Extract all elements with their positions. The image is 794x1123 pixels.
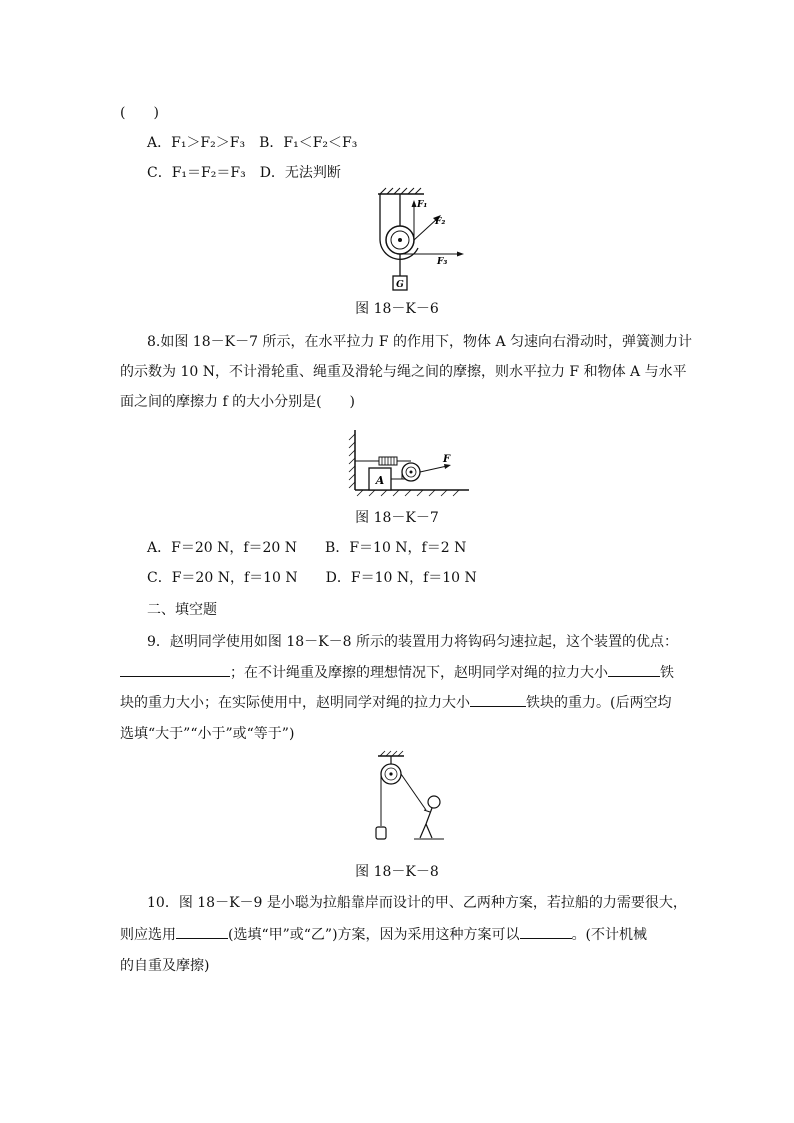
q10-line-3: 的自重及摩擦) xyxy=(120,958,210,974)
section-title-fill-blank: 二、填空题 xyxy=(147,602,217,618)
figure-18-k-6 xyxy=(360,190,470,295)
figure-18-k-7 xyxy=(345,428,475,498)
q10-line-2-text: 则应选用 xyxy=(120,927,176,943)
q9-line-2-tail: 铁 xyxy=(660,665,674,681)
label-f1: F₁ xyxy=(417,200,428,210)
q10-line-1: 10．图 18－K－9 是小聪为拉船靠岸而设计的甲、乙两种方案，若拉船的力需要很大， xyxy=(147,895,687,911)
label-f2: F₂ xyxy=(435,217,446,227)
q8-options-ab: A．F＝20 N，f＝20 N B．F＝10 N，f＝2 N xyxy=(147,540,467,556)
label-a: A xyxy=(375,474,385,487)
q10-line-2 xyxy=(120,924,647,945)
q10-line-2-mid: (选填“甲”或“乙”)方案，因为采用这种方案可以 xyxy=(228,927,520,943)
q9-blank-2[interactable] xyxy=(608,662,660,677)
q9-blank-3[interactable] xyxy=(470,692,526,707)
caption-18-k-6: 图 18－K－6 xyxy=(355,301,439,317)
q9-blank-1[interactable] xyxy=(120,662,230,677)
q9-line-2-text: ；在不计绳重及摩擦的理想情况下，赵明同学对绳的拉力大小 xyxy=(230,665,608,681)
q8-line-2: 的示数为 10 N，不计滑轮重、绳重及滑轮与绳之间的摩擦，则水平拉力 F 和物体 A 与水平 xyxy=(120,364,687,380)
q9-line-1: 9．赵明同学使用如图 18－K－8 所示的装置用力将钩码匀速拉起，这个装置的优点： xyxy=(147,634,678,650)
q9-line-3-tail: 铁块的重力。(后两空均 xyxy=(526,695,672,711)
caption-18-k-7: 图 18－K－7 xyxy=(355,510,439,526)
q8-line-1: 8.如图 18－K－7 所示，在水平拉力 F 的作用下，物体 A 匀速向右滑动时，弹簧测力计 xyxy=(147,334,693,350)
label-g: G xyxy=(396,280,404,290)
figure-18-k-8 xyxy=(368,752,448,844)
q8-line-3: 面之间的摩擦力 f 的大小分别是( ) xyxy=(120,394,356,410)
label-f: F xyxy=(443,454,451,465)
q9-line-3-text: 块的重力大小；在实际使用中，赵明同学对绳的拉力大小 xyxy=(120,695,470,711)
caption-18-k-8: 图 18－K－8 xyxy=(355,864,439,880)
q7-options-ab: A．F₁＞F₂＞F₃ B．F₁＜F₂＜F₃ xyxy=(147,135,358,151)
q9-line-3 xyxy=(120,692,671,713)
q9-line-4: 选填“大于”“小于”或“等于”) xyxy=(120,726,295,742)
q10-line-2-tail: 。(不计机械 xyxy=(571,927,648,943)
q10-blank-2[interactable] xyxy=(520,924,572,939)
q7-options-cd: C．F₁＝F₂＝F₃ D．无法判断 xyxy=(147,165,341,181)
q10-blank-1[interactable] xyxy=(176,924,228,939)
q8-options-cd: C．F＝20 N，f＝10 N D．F＝10 N，f＝10 N xyxy=(147,570,477,586)
label-f3: F₃ xyxy=(437,257,448,267)
q9-line-2 xyxy=(120,662,674,683)
q7-bracket: ( ) xyxy=(120,105,159,121)
